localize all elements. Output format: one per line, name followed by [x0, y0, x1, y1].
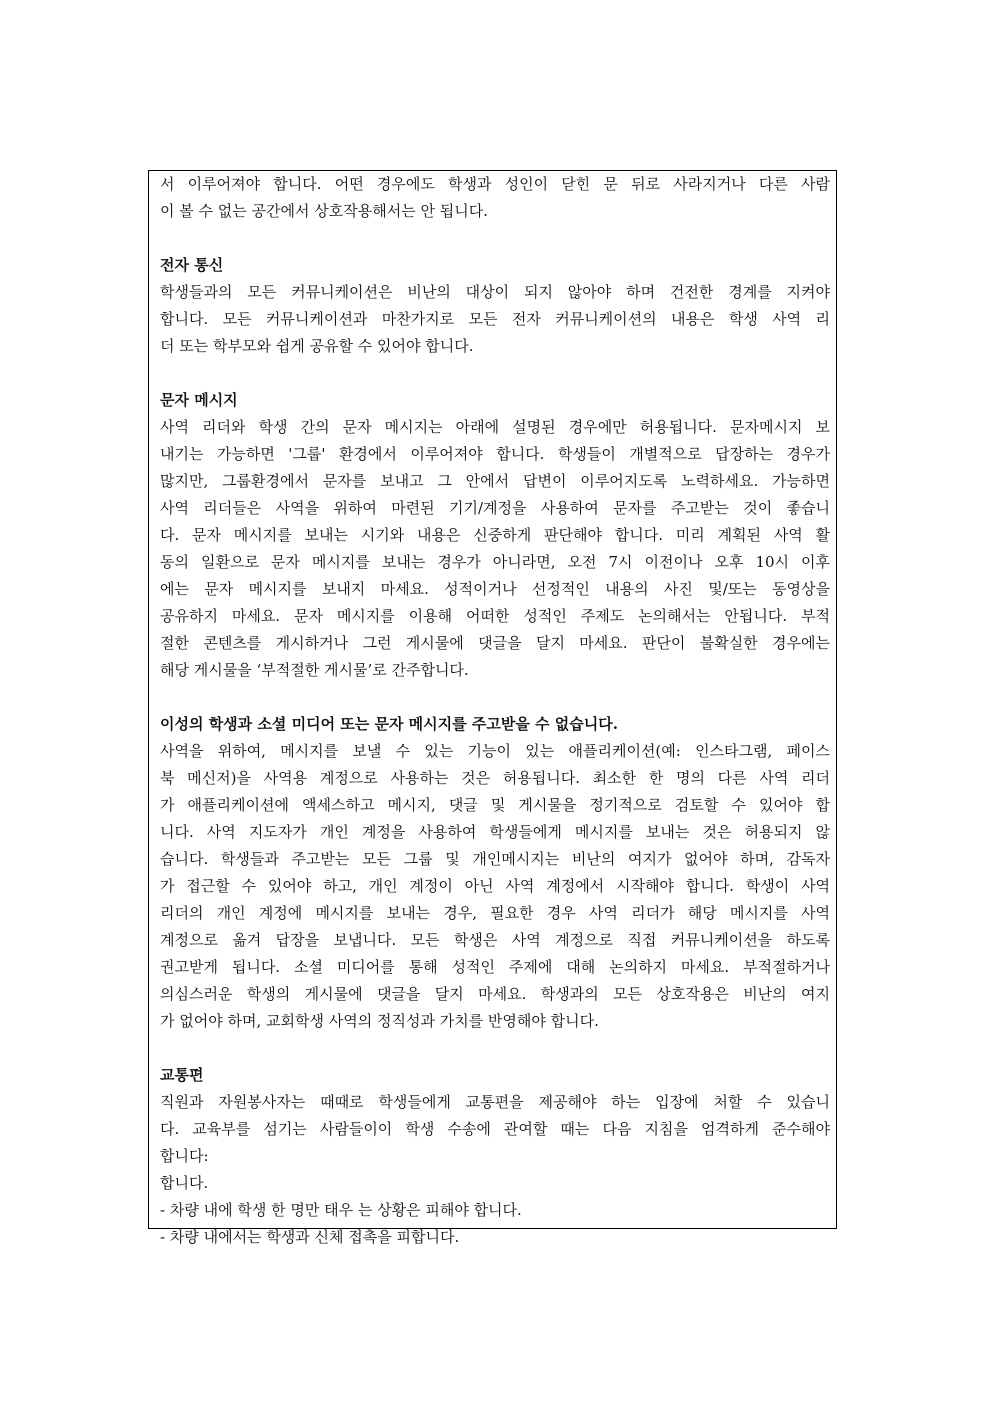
text-line: 의심스러운 학생의 게시물에 댓글을 달지 마세요. 학생과의 모든 상호작용은 비난의 여지	[160, 985, 830, 1003]
section-social-media	[160, 711, 830, 1035]
text-line: 리더의 개인 계정에 메시지를 보내는 경우, 필요한 경우 사역 리더가 해당 메시지를 사역	[160, 904, 830, 922]
text-line: 습니다. 학생들과 주고받는 모든 그룹 및 개인메시지는 비난의 여지가 없어야 하며, 감독자	[160, 850, 830, 868]
section-heading: 전자 통신	[160, 256, 224, 274]
text-line: 동의 일환으로 문자 메시지를 보내는 경우가 아니라면, 오전 7시 이전이나 오후 10시 이후	[160, 553, 830, 571]
section-heading: 이성의 학생과 소셜 미디어 또는 문자 메시지를 주고받을 수 없습니다.	[160, 715, 618, 733]
document-body	[160, 171, 830, 1251]
list-item: - 차량 내에서는 학생과 신체 접촉을 피합니다.	[160, 1228, 460, 1246]
intro-paragraph	[160, 171, 830, 225]
section-transportation	[160, 1062, 830, 1251]
text-line: 이 볼 수 없는 공간에서 상호작용해서는 안 됩니다.	[160, 202, 488, 220]
paragraph-gap	[160, 684, 830, 711]
paragraph-gap	[160, 1035, 830, 1062]
text-line: 학생들과의 모든 커뮤니케이션은 비난의 대상이 되지 않아야 하며 건전한 경계를 지켜야	[160, 283, 830, 301]
list-item: - 차량 내에 학생 한 명만 태우 는 상황은 피해야 합니다.	[160, 1201, 522, 1219]
text-line: 절한 콘텐츠를 게시하거나 그런 게시물에 댓글을 달지 마세요. 판단이 불확실한 경우에는	[160, 634, 830, 652]
text-line: 다. 문자 메시지를 보내는 시기와 내용은 신중하게 판단해야 합니다. 미리 계획된 사역 활	[160, 526, 830, 544]
text-line: 합니다.	[160, 1174, 209, 1192]
text-line: 계정으로 옮겨 답장을 보냅니다. 모든 학생은 사역 계정으로 직접 커뮤니케이션을 하도록	[160, 931, 830, 949]
text-line: 다. 교육부를 섬기는 사람들이이 학생 수송에 관여할 때는 다음 지침을 엄격하게 준수해야	[160, 1120, 830, 1138]
paragraph-gap	[160, 360, 830, 387]
text-line: 사역 리더와 학생 간의 문자 메시지는 아래에 설명된 경우에만 허용됩니다. 문자메시지 보	[160, 418, 830, 436]
section-heading: 교통편	[160, 1066, 204, 1084]
text-line: 서 이루어져야 합니다. 어떤 경우에도 학생과 성인이 닫힌 문 뒤로 사라지거나 다른 사람	[160, 175, 830, 193]
text-line: 사역을 위하여, 메시지를 보낼 수 있는 기능이 있는 애플리케이션(예: 인스타그램, 페이스	[160, 742, 830, 760]
paragraph-gap	[160, 225, 830, 252]
section-electronic-communication	[160, 252, 830, 360]
text-line: 사역 리더들은 사역을 위하여 마련된 기기/계정을 사용하여 문자를 주고받는 것이 좋습니	[160, 499, 830, 517]
text-line: 가 없어야 하며, 교회학생 사역의 정직성과 가치를 반영해야 합니다.	[160, 1012, 599, 1030]
text-line: 가 접근할 수 있어야 하고, 개인 계정이 아닌 사역 계정에서 시작해야 합니다. 학생이 사역	[160, 877, 830, 895]
section-heading: 문자 메시지	[160, 391, 238, 409]
text-line: 내기는 가능하면 '그룹' 환경에서 이루어져야 합니다. 학생들이 개별적으로 답장하는 경우가	[160, 445, 830, 463]
text-line: 해당 게시물을 ‘부적절한 게시물’로 간주합니다.	[160, 661, 469, 679]
text-line: 가 애플리케이션에 액세스하고 메시지, 댓글 및 게시물을 정기적으로 검토할 수 있어야 합	[160, 796, 830, 814]
text-line: 북 메신저)을 사역용 계정으로 사용하는 것은 허용됩니다. 최소한 한 명의 다른 사역 리더	[160, 769, 830, 787]
text-line: 합니다:	[160, 1147, 209, 1165]
text-line: 권고받게 됩니다. 소셜 미디어를 통해 성적인 주제에 대해 논의하지 마세요. 부적절하거나	[160, 958, 830, 976]
text-line: 공유하지 마세요. 문자 메시지를 이용해 어떠한 성적인 주제도 논의해서는 안됩니다. 부적	[160, 607, 830, 625]
text-line: 직원과 자원봉사자는 때때로 학생들에게 교통편을 제공해야 하는 입장에 처할 수 있습니	[160, 1093, 830, 1111]
section-text-messages	[160, 387, 830, 684]
text-line: 많지만, 그룹환경에서 문자를 보내고 그 안에서 답변이 이루어지도록 노력하세요. 가능하면	[160, 472, 830, 490]
text-line: 더 또는 학부모와 쉽게 공유할 수 있어야 합니다.	[160, 337, 474, 355]
text-line: 에는 문자 메시지를 보내지 마세요. 성적이거나 선정적인 내용의 사진 및/또는 동영상을	[160, 580, 830, 598]
text-line: 니다. 사역 지도자가 개인 계정을 사용하여 학생들에게 메시지를 보내는 것은 허용되지 않	[160, 823, 830, 841]
text-line: 합니다. 모든 커뮤니케이션과 마찬가지로 모든 전자 커뮤니케이션의 내용은 학생 사역 리	[160, 310, 830, 328]
